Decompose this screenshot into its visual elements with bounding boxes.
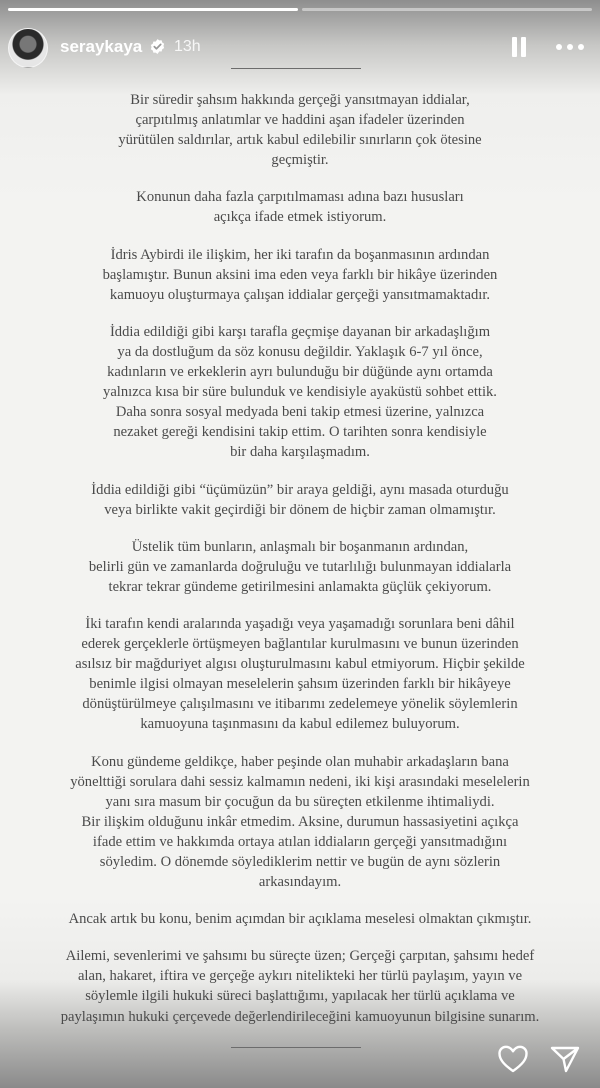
statement-line: çarpıtılmış anlatımlar ve haddini aşan ifadeler üzerinden (135, 112, 465, 129)
statement-line: Konu gündeme geldikçe, haber peşinde olan muhabir arkadaşların bana (91, 753, 509, 770)
statement-line: İddia edildiği gibi “üçümüzün” bir araya geldiği, aynı masada oturduğu (91, 481, 509, 498)
statement-line: İdris Aybirdi ile ilişkim, her iki tarafın da boşanmasının ardından (110, 246, 490, 263)
statement-line: belirli gün ve zamanlarda doğruluğu ve tutarlılığı bulunmayan iddialarla (88, 558, 512, 575)
statement-line: veya birlikte vakit geçirdiği bir dönem de hiçbir zaman olmamıştır. (104, 501, 496, 518)
send-icon[interactable] (549, 1044, 581, 1074)
statement-line: benimle ilgisi olmayan meselelerin şahsım üzerinden farklı bir hikâyeye (89, 676, 511, 693)
statement-line: Daha sonra sosyal medyada beni takip etmesi üzerine, yalnızca (115, 404, 485, 421)
statement-paragraph (40, 480, 560, 520)
statement-line: ederek gerçeklerle örtüşmeyen bağlantılar kurulmasını ve bunun üzerinden (81, 636, 519, 653)
statement-paragraph (40, 322, 560, 463)
statement-line: Bir ilişkim olduğunu inkâr etmedim. Aksine, durumun hassasiyetini açıkça (81, 813, 519, 830)
statement-line: alan, hakaret, iftira ve gerçeğe aykırı nitelikteki her türlü paylaşım, yayın ve (77, 968, 523, 985)
progress-segment-2 (302, 8, 592, 11)
statement-line: arkasındayım. (258, 874, 342, 891)
statement-line: İki tarafın kendi aralarında yaşadığı veya yaşamadığı sorunlara beni dâhil (85, 615, 515, 632)
story-header (8, 26, 592, 70)
statement-line: başlamıştır. Bunun aksini ima eden veya farklı bir hikâye üzerinden (102, 266, 498, 283)
statement-line: paylaşımın hukuki çerçevede değerlendirileceğini kamuoyunun bilgisine sunarım. (60, 1008, 540, 1025)
statement-paragraph (40, 537, 560, 597)
story-timestamp: 13h (174, 38, 201, 55)
username[interactable]: seraykaya (60, 37, 143, 56)
statement-line: İddia edildiği gibi karşı tarafla geçmişe dayanan bir arkadaşlığım (109, 323, 491, 340)
statement-line: söyledim. O dönemde söylediklerim nettir ve bugün de aynı sözlerin (99, 854, 501, 870)
statement-line: Ancak artık bu konu, benim açımdan bir açıklama meselesi olmaktan çıkmıştır. (68, 911, 532, 928)
bottom-divider (231, 1047, 361, 1048)
statement-line: ya da dostluğum da söz konusu değildir. Yaklaşık 6-7 yıl önce, (117, 343, 483, 360)
statement-line: yalnızca kısa bir süre bulunduk ve kendisiyle ayaküstü sohbet ettik. (103, 384, 497, 401)
statement-paragraph (40, 752, 560, 893)
statement-line: kamuoyu oluşturmaya çalışan iddialar gerçeği yansıtmamaktadır. (109, 286, 491, 303)
statement-line: yanı sıra masum bir çocuğun da bu süreçten etkilenme ihtimaliydi. (105, 793, 495, 810)
statement-line: açıkça ifade etmek istiyorum. (213, 209, 387, 226)
statement-paragraph (40, 90, 560, 170)
progress-segment-1 (8, 8, 298, 11)
statement-paragraph (40, 245, 560, 305)
statement-line: bir daha karşılaşmadım. (230, 444, 370, 461)
statement-text (40, 90, 560, 1027)
statement-line: söylemle ilgili hukuki süreci başlattığımı, yapılacak her türlü açıklama ve (85, 988, 515, 1005)
statement-line: Ailemi, sevenlerimi ve şahsımı bu süreçte üzen; Gerçeği çarpıtan, şahsımı hedef (65, 948, 535, 965)
statement-line: kadınların ve erkeklerin ayrı bulunduğu bir düğünde aynı ortamda (107, 364, 493, 381)
statement-paragraph (40, 614, 560, 735)
statement-line: tekrar tekrar gündeme getirilmesini anlamakta güçlük çekiyorum. (108, 578, 492, 595)
statement-line: Üstelik tüm bunların, anlaşmalı bir boşanmanın ardından, (131, 538, 469, 555)
story-progress-bar (8, 8, 592, 11)
statement-line: dönüştürülmeye çalışılmasını ve itibarımı zedelemeye yönelik söylemlerin (82, 696, 518, 713)
statement-line: yürütülen saldırılar, artık kabul edilebilir sınırların çok ötesine (118, 132, 482, 149)
statement-paragraph (40, 187, 560, 227)
statement-line: Bir süredir şahsım hakkında gerçeği yansıtmayan iddialar, (130, 92, 470, 108)
statement-line: asılsız bir mağduriyet algısı oluşturulmasını kabul etmiyorum. Hiçbir şekilde (75, 656, 525, 673)
statement-line: kamuoyuna taşınmasını da kabul edilemez buluyorum. (140, 716, 460, 733)
top-divider (231, 68, 361, 69)
statement-line: ifade ettim ve hakkımda ortaya atılan iddiaların gerçeği yansıtmadığını (92, 833, 508, 850)
statement-line: nezaket gereği kendisini takip ettim. O tarihten sonra kendisiyle (113, 424, 487, 441)
statement-line: yönelttiği sorulara dahi sessiz kalmamın nedeni, iki kişi arasındaki meselelerin (70, 773, 530, 790)
statement-paragraph (40, 946, 560, 1026)
statement-line: Konunun daha fazla çarpıtılmaması adına bazı hususları (136, 189, 464, 206)
more-options-icon[interactable] (556, 38, 586, 58)
avatar[interactable] (8, 28, 48, 68)
pause-icon[interactable] (510, 37, 528, 57)
statement-line: geçmiştir. (271, 152, 329, 169)
statement-paragraph (40, 909, 560, 929)
verified-badge-icon (149, 38, 166, 55)
heart-icon[interactable] (497, 1044, 529, 1074)
